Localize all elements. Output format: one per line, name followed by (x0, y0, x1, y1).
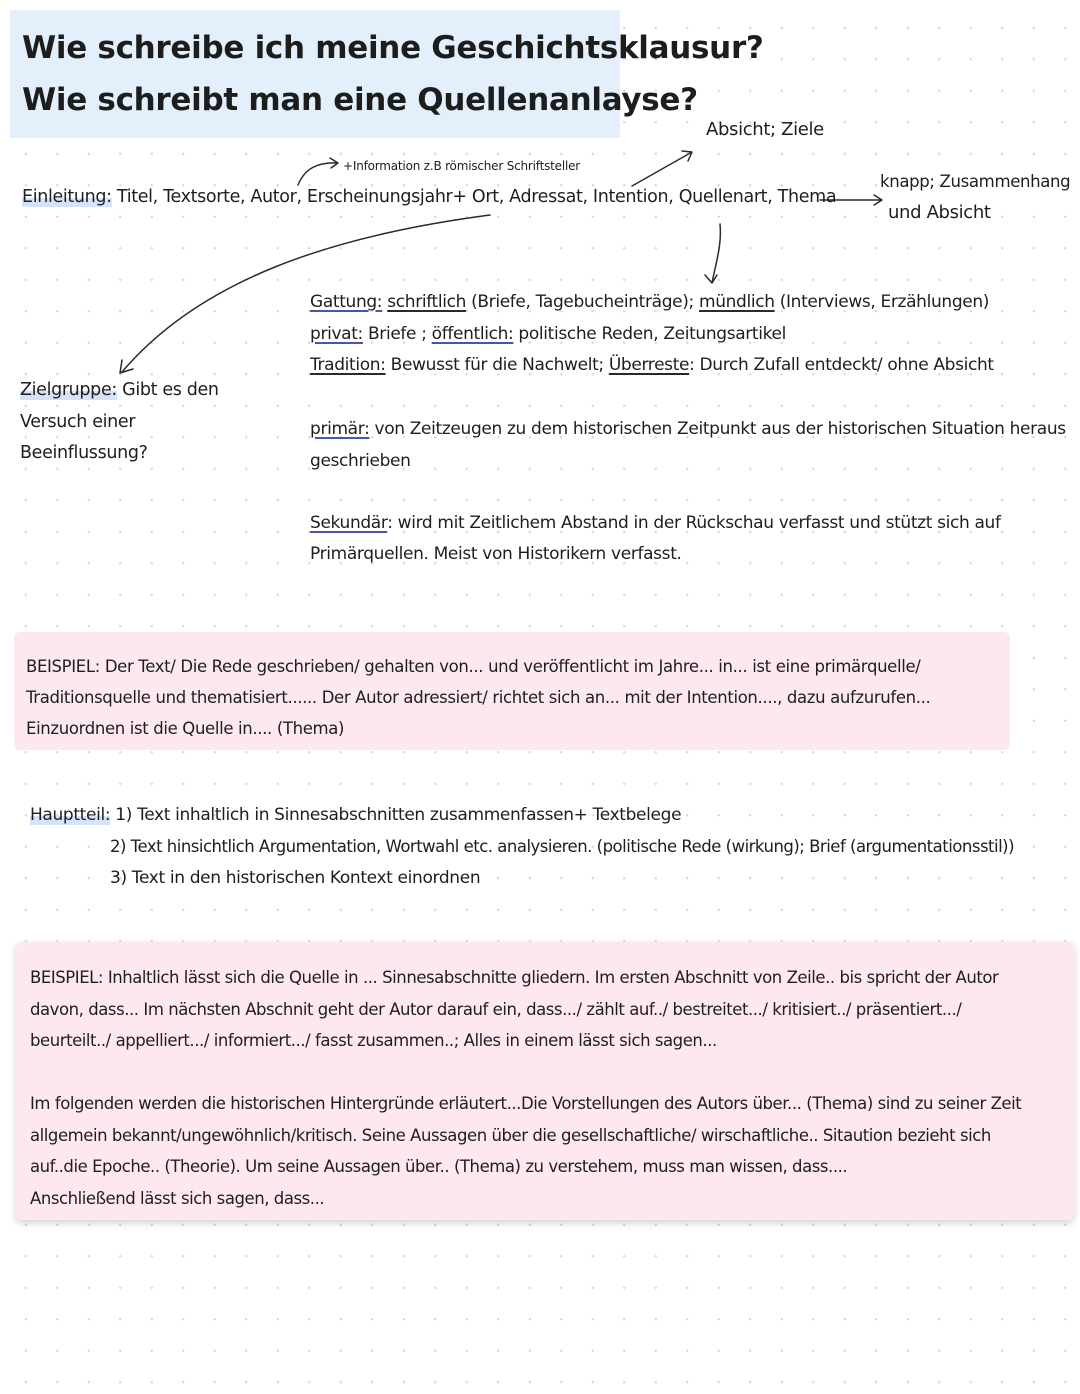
schriftlich-text: (Briefe, Tagebucheinträge); (466, 292, 699, 312)
privat-line (310, 324, 786, 344)
privat-text: Briefe ; (362, 324, 432, 344)
beispiel-einleitung-line: BEISPIEL: Der Text/ Die Rede geschrieben/ gehalten von... und veröffentlicht im Jahre... in... ist eine primärquelle/ (26, 657, 921, 676)
hauptteil-item-2: 2) Text hinsichtlich Argumentation, Wortwahl etc. analysieren. (politische Rede (wirkung); Brief (argumentationsstil)) (110, 837, 1015, 856)
sekundaer-label: Sekundär (310, 513, 388, 533)
arrow-to-absicht (632, 151, 692, 186)
privat-label: privat: (310, 324, 363, 344)
zielgruppe-text-1: Gibt es den (116, 380, 219, 400)
muendlich-term: mündlich (698, 292, 775, 312)
page-title-line-1: Wie schreibe ich meine Geschichtsklausur? (22, 30, 764, 66)
hauptteil-item-3: 3) Text in den historischen Kontext einordnen (110, 868, 481, 888)
oeffentlich-label: öffentlich: (431, 324, 514, 344)
page-title-line-2: Wie schreibt man eine Quellenanlayse? (22, 82, 698, 118)
beispiel-einleitung-line: Einzuordnen ist die Quelle in.... (Thema) (26, 719, 345, 738)
hauptteil-label: Hauptteil: (30, 805, 111, 825)
arrow-down-to-gattung (705, 224, 720, 283)
beispiel-hauptteil-line: davon, dass... Im nächsten Abschnit geht der Autor darauf ein, dass.../ zählt auf../ bestreitet.../ kritisiert../ präsentiert.../ (30, 999, 962, 1019)
sekundaer-line-2: Primärquellen. Meist von Historikern verfasst. (310, 544, 682, 564)
einleitung-text: Titel, Textsorte, Autor, Erscheinungsjahr+ Ort, Adressat, Intention, Quellenart, Thema (116, 187, 837, 207)
zielgruppe-label: Zielgruppe: (20, 380, 117, 400)
zielgruppe-line-3: Beeinflussung? (20, 443, 148, 463)
sekundaer-text-1: : wird mit Zeitlichem Abstand in der Rückschau verfasst und stützt sich auf (387, 513, 1001, 533)
beispiel-hauptteil-line: auf..die Epoche.. (Theorie). Um seine Aussagen über.. (Thema) zu verstehem, muss man wissen, dass.... (30, 1157, 848, 1176)
einleitung-label: Einleitung: (22, 187, 112, 207)
ueberreste-text: : Durch Zufall entdeckt/ ohne Absicht (689, 355, 994, 375)
beispiel-hauptteil-line: Im folgenden werden die historischen Hintergründe erläutert...Die Vorstellungen des Autors über... (Thema) sind zu seiner Zeit (30, 1094, 1022, 1113)
beispiel-hauptteil-line: beurteilt../ appelliert.../ informiert.../ fasst zusammen..; Alles in einem lässt sich sagen... (30, 1031, 717, 1050)
einleitung-line (22, 187, 836, 207)
annotation-information: +Information z.B römischer Schriftsteller (343, 159, 581, 173)
ueberreste-label: Überreste (608, 355, 690, 375)
primaer-line-1 (310, 419, 1066, 439)
primaer-text-1: von Zeitzeugen zu dem historischen Zeitpunkt aus der historischen Situation heraus (369, 419, 1066, 439)
gattung-line (310, 292, 989, 312)
tradition-line (310, 355, 994, 375)
sekundaer-line-1 (310, 513, 1001, 533)
muendlich-text: (Interviews, Erzählungen) (774, 292, 990, 312)
arrow-to-information (298, 158, 338, 185)
tradition-label: Tradition: (310, 355, 386, 375)
beispiel-hauptteil-line: BEISPIEL: Inhaltlich lässt sich die Quelle in ... Sinnesabschnitte gliedern. Im ersten Abschnitt von Zeile.. bis spricht der Autor (30, 968, 999, 987)
annotation-knapp: knapp; Zusammenhang (880, 172, 1071, 191)
beispiel-hauptteil-para-1 (30, 962, 998, 1057)
beispiel-einleitung-text (26, 651, 930, 744)
beispiel-hauptteil-line: Anschließend lässt sich sagen, dass... (30, 1188, 325, 1208)
beispiel-hauptteil-para-2 (30, 1088, 1021, 1214)
schriftlich-term: schriftlich (387, 292, 467, 312)
annotation-und-absicht: und Absicht (888, 202, 991, 223)
gattung-label: Gattung: (310, 292, 383, 312)
beispiel-hauptteil-line: allgemein bekannt/ungewöhnlich/kritisch. Seine Aussagen über die gesellschaftliche/ wirschaftliche.. Sitaution bezieht sich (30, 1125, 991, 1145)
primaer-line-2: geschrieben (310, 451, 411, 471)
primaer-label: primär: (310, 419, 370, 439)
hauptteil-item-1: 1) Text inhaltlich in Sinnesabschnitten zusammenfassen+ Textbelege (110, 805, 682, 825)
oeffentlich-text: politische Reden, Zeitungsartikel (513, 324, 786, 344)
zielgruppe-line-2: Versuch einer (20, 412, 136, 432)
beispiel-einleitung-line: Traditionsquelle und thematisiert...... Der Autor adressiert/ richtet sich an... mit der Intention...., dazu aufzurufen... (26, 688, 931, 707)
tradition-text: Bewusst für die Nachwelt; (385, 355, 609, 375)
hauptteil-line-1 (30, 805, 681, 825)
annotation-absicht-ziele: Absicht; Ziele (706, 119, 824, 140)
zielgruppe-line-1 (20, 380, 219, 400)
